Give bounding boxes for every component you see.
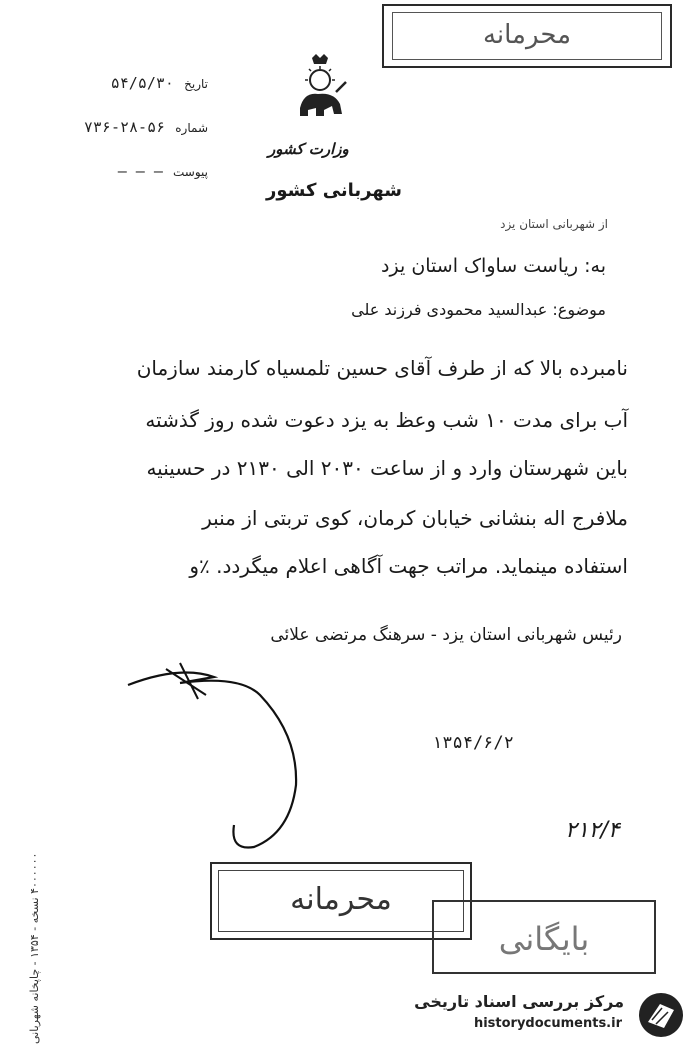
- watermark-url: historydocuments.ir: [473, 1016, 622, 1031]
- attachment-label: پیوست: [173, 165, 208, 179]
- body-line: آب برای مدت ۱۰ شب وعظ به یزد دعوت شده روز گذشته: [145, 408, 628, 432]
- date-label: تاریخ: [184, 77, 208, 91]
- stamp-bottom-text: محرمانه: [290, 882, 392, 917]
- body-line: نامبرده بالا که از طرف آقای حسین تلمسیاه کارمند سازمان: [136, 356, 628, 380]
- ministry-title: وزارت کشور: [268, 140, 349, 158]
- recipient-line: به: ریاست ساواک استان یزد: [381, 255, 606, 277]
- body-line: باین شهرستان وارد و از ساعت ۲۰۳۰ الی ۲۱۳۰ در حسینیه: [146, 456, 628, 480]
- body-line: استفاده مینماید. مراتب جهت آگاهی اعلام میگردد. ٪و: [189, 554, 628, 578]
- sender-line: از شهربانی استان یزد: [500, 217, 608, 231]
- classification-stamp-top: [382, 4, 672, 68]
- archive-watermark: [414, 990, 694, 1042]
- archive-stamp-text: بایگانی: [498, 920, 590, 958]
- printer-note: ۴۰۰۰۰۰۰ نسخه - ۱۳۵۴ - چاپخانه شهربانی: [28, 852, 41, 1044]
- body-line: ملافرج اله بنشانی خیابان کرمان، کوی تربتی از منبر: [202, 506, 628, 530]
- attachment-row: پیوست — — —: [117, 162, 208, 180]
- lion-and-sun-emblem-icon: [290, 52, 350, 122]
- handwritten-number: ۲۱۲/۴: [565, 818, 620, 843]
- date-row: [28, 74, 208, 92]
- date-value: ۵۴/۵/۳۰: [110, 74, 174, 92]
- signature-icon: [120, 655, 320, 855]
- archive-stamp: [432, 900, 656, 974]
- department-title: شهربانی کشور: [266, 180, 402, 201]
- subject-line: موضوع: عبدالسید محمودی فرزند علی: [351, 300, 606, 319]
- archive-logo-icon: [634, 990, 688, 1040]
- watermark-title: مرکز بررسی اسناد تاریخی: [414, 992, 624, 1011]
- number-value: ۵۶-۲۸-۷۳۶: [83, 118, 166, 136]
- number-row: [28, 118, 208, 136]
- stamp-top-text: محرمانه: [482, 20, 572, 50]
- handwritten-date: ۱۳۵۴/۶/۲: [432, 733, 514, 753]
- signer-line: رئیس شهربانی استان یزد - سرهنگ مرتضی علائی: [270, 625, 622, 645]
- number-label: شماره: [175, 121, 208, 135]
